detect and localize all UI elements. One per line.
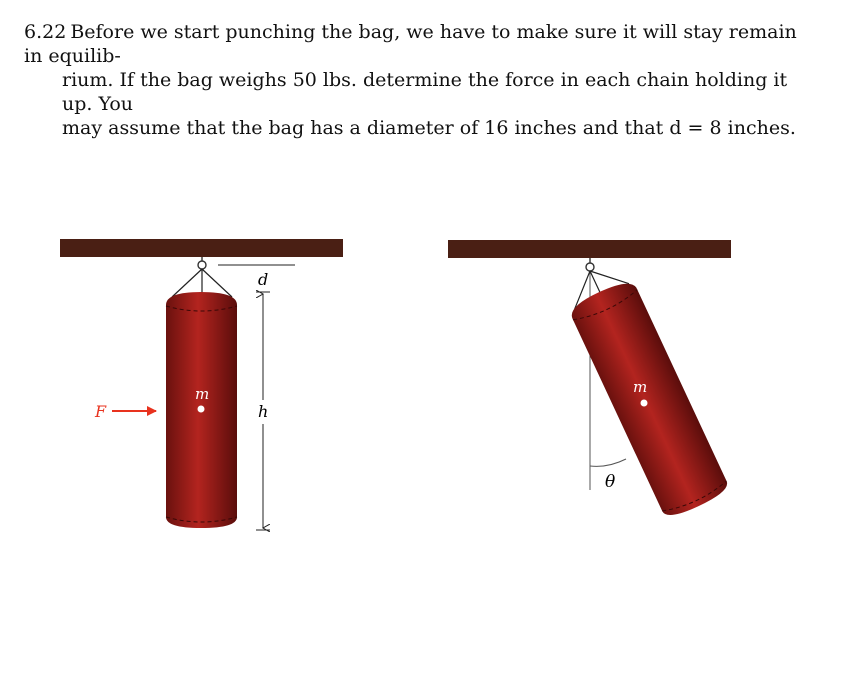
mass-label-left: m [195,385,210,403]
problem-text-line-2: rium. If the bag weighs 50 lbs. determine the force in each chain holding it up. You [62,69,788,115]
theta-label: θ [605,472,616,492]
problem-text-line-3: may assume that the bag has a diameter of 16 inches and that d = 8 inches. [62,117,796,139]
left-diagram [60,239,343,530]
problem-number: 6.22 [24,21,67,43]
ceiling-beam-right [448,240,731,258]
d-label: d [258,270,269,289]
mass-label-right: m [633,378,648,396]
h-label: h [258,402,269,421]
center-of-mass-right [641,400,648,407]
ceiling-beam-left [60,239,343,257]
center-of-mass-left [198,406,205,413]
problem-text-line-1: Before we start punching the bag, we have to make sure it will stay remain in equilib- [24,21,797,67]
hook-left [198,261,206,269]
force-label: F [95,402,107,421]
theta-arc [590,459,626,466]
right-diagram [448,240,731,521]
hook-right [586,263,594,271]
